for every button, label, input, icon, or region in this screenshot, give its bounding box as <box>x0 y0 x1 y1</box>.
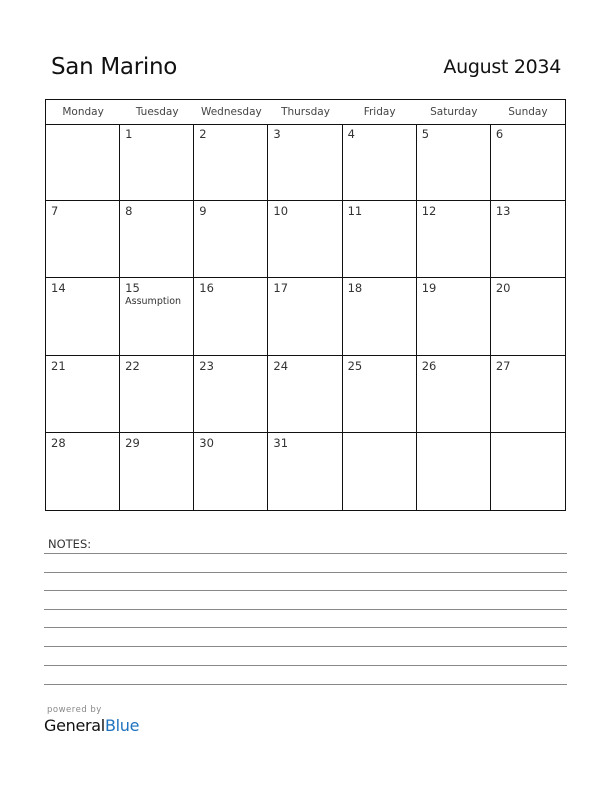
day-cell <box>120 201 194 278</box>
day-cell <box>491 278 565 355</box>
day-cell <box>120 278 194 355</box>
day-number: 26 <box>421 358 437 373</box>
day-number: 22 <box>125 358 140 373</box>
day-cell <box>343 278 417 355</box>
day-number: 29 <box>125 435 140 450</box>
day-number: 4 <box>347 127 355 141</box>
day-cell <box>46 433 120 510</box>
day-cell <box>268 201 342 278</box>
day-number: 28 <box>51 435 66 450</box>
brand-general: General <box>44 716 105 735</box>
notes-line <box>44 572 567 573</box>
day-cell <box>268 356 342 433</box>
calendar-table <box>45 99 566 511</box>
day-number: 24 <box>273 358 289 373</box>
day-cell <box>46 356 120 433</box>
day-cell <box>491 201 565 278</box>
day-cell <box>46 124 120 201</box>
day-number: 12 <box>421 204 437 219</box>
day-cell <box>343 201 417 278</box>
day-cell <box>491 356 565 433</box>
day-cell <box>417 356 491 433</box>
day-cell <box>343 124 417 201</box>
day-number: 8 <box>125 204 133 219</box>
weekday-friday: Friday <box>363 106 396 118</box>
day-cell <box>268 278 342 355</box>
day-number: 10 <box>273 204 289 219</box>
day-cell <box>120 124 194 201</box>
day-cell <box>491 124 565 201</box>
day-number: 7 <box>51 204 59 219</box>
day-number: 30 <box>199 435 214 450</box>
weekday-thursday: Thursday <box>281 106 330 118</box>
day-cell <box>417 278 491 355</box>
month-year-title: August 2034 <box>443 56 561 78</box>
holiday-label: Assumption <box>125 296 182 308</box>
day-number: 1 <box>125 127 133 141</box>
weekday-sunday: Sunday <box>508 106 548 118</box>
day-number: 25 <box>347 358 363 373</box>
powered-by-text: powered by <box>47 705 102 715</box>
day-number: 31 <box>273 435 289 450</box>
day-cell <box>268 124 342 201</box>
notes-line <box>44 553 567 554</box>
day-number: 23 <box>199 358 214 373</box>
day-cell <box>120 433 194 510</box>
calendar-grid <box>46 124 565 510</box>
day-number: 2 <box>199 127 207 141</box>
weekday-monday: Monday <box>62 106 104 118</box>
day-cell <box>120 356 194 433</box>
day-cell <box>46 278 120 355</box>
day-cell <box>343 433 417 510</box>
day-number: 18 <box>347 281 363 296</box>
day-cell <box>417 124 491 201</box>
day-cell <box>194 356 268 433</box>
notes-line <box>44 684 567 685</box>
day-cell <box>194 278 268 355</box>
day-number: 11 <box>347 204 363 219</box>
day-cell <box>343 356 417 433</box>
day-cell <box>194 433 268 510</box>
day-number: 16 <box>199 281 214 296</box>
notes-line <box>44 665 567 666</box>
day-cell <box>417 433 491 510</box>
day-number: 21 <box>51 358 66 373</box>
day-cell <box>194 201 268 278</box>
notes-line <box>44 627 567 628</box>
day-cell <box>491 433 565 510</box>
generalblue-logo <box>44 716 139 735</box>
day-number: 3 <box>273 127 281 141</box>
day-number: 13 <box>495 204 511 219</box>
notes-label: NOTES: <box>48 537 92 551</box>
day-number: 27 <box>495 358 511 373</box>
weekday-tuesday: Tuesday <box>135 106 179 118</box>
weekday-header-row <box>46 100 565 125</box>
notes-line <box>44 646 567 647</box>
day-number: 19 <box>421 281 437 296</box>
day-number: 5 <box>421 127 430 141</box>
day-number: 9 <box>199 204 207 219</box>
day-number: 6 <box>495 127 504 141</box>
day-cell <box>268 433 342 510</box>
notes-line <box>44 590 567 591</box>
brand-blue: Blue <box>104 716 140 735</box>
day-number: 14 <box>51 281 66 296</box>
day-cell <box>46 201 120 278</box>
day-cell <box>194 124 268 201</box>
country-title: San Marino <box>51 54 178 80</box>
day-number: 15 <box>125 281 140 296</box>
day-number: 17 <box>273 281 289 296</box>
weekday-wednesday: Wednesday <box>200 106 262 118</box>
day-cell <box>417 201 491 278</box>
notes-line <box>44 609 567 610</box>
weekday-saturday: Saturday <box>430 106 478 118</box>
day-number: 20 <box>495 281 511 296</box>
